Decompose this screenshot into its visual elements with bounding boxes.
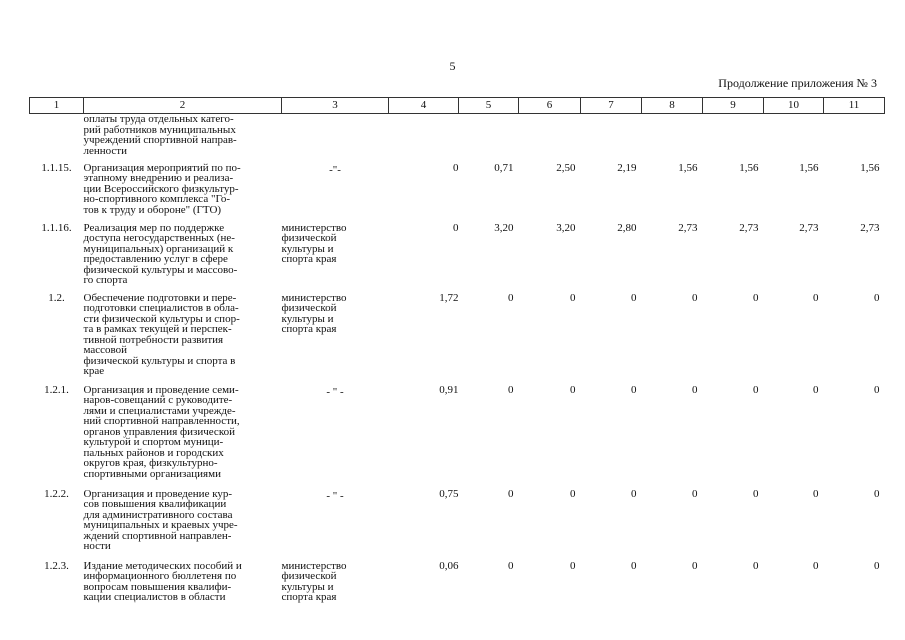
row-value: 0,91: [439, 383, 459, 396]
row-value: 0: [453, 221, 459, 234]
row-value: 1,56: [799, 161, 819, 174]
row-description: Организация и проведение семи- наров-совещаний с руководите- лями и специалистами учрежде- ний спортивной направленности, органов управления физической культурой и спортом муници- пальных районов и городских округов края, физкультурно- спортивными организациями: [83, 383, 240, 480]
row-value: 0: [874, 487, 880, 500]
row-value: 3,20: [494, 221, 514, 234]
row-value: 0: [631, 383, 637, 396]
row-value: 0: [753, 487, 759, 500]
row-value: [581, 114, 642, 163]
row-value: 0: [874, 291, 880, 304]
row-description: Реализация мер по поддержке доступа негосударственных (не- муниципальных) организаций к предоставлению услуг в сфере физической культуры и массово- го спорта: [83, 221, 238, 286]
row-value: 2,73: [799, 221, 819, 234]
row-value: 0: [692, 559, 698, 572]
row-responsible: - " -: [326, 489, 344, 502]
col-header: 3: [282, 98, 389, 114]
col-header: 5: [459, 98, 519, 114]
row-value: 0: [692, 383, 698, 396]
table-row: [30, 163, 885, 223]
appendix-label: Продолжение приложения № 3: [718, 76, 877, 90]
row-responsible: министерство физической культуры и спорта края: [281, 291, 347, 335]
col-header: 10: [764, 98, 824, 114]
row-value: 0: [813, 487, 819, 500]
row-value: [824, 114, 885, 163]
col-header: 1: [30, 98, 84, 114]
row-value: [642, 114, 703, 163]
row-number: 1.2.3.: [44, 559, 69, 572]
row-number: 1.1.16.: [41, 221, 72, 234]
row-value: 2,73: [860, 221, 880, 234]
row-number: 1.2.: [48, 291, 65, 304]
row-value: 0: [813, 383, 819, 396]
row-description: Издание методических пособий и информационного бюллетеня по вопросам повышения квалифи- кации специалистов в области: [83, 559, 242, 603]
row-value: 0: [570, 559, 576, 572]
col-header: 7: [581, 98, 642, 114]
col-header: 9: [703, 98, 764, 114]
row-value: 2,19: [617, 161, 637, 174]
row-value: 0: [692, 487, 698, 500]
row-responsible: министерство физической культуры и спорта края: [281, 221, 347, 265]
row-value: 0: [874, 383, 880, 396]
row-value: 0: [753, 291, 759, 304]
row-value: 0,06: [439, 559, 459, 572]
row-value: 1,56: [678, 161, 698, 174]
table-row: [30, 293, 885, 385]
row-value: [389, 114, 459, 163]
row-value: 0: [813, 291, 819, 304]
row-value: 0: [753, 383, 759, 396]
row-value: 0: [508, 383, 514, 396]
row-value: 0: [813, 559, 819, 572]
row-responsible: министерство физической культуры и спорта края: [281, 559, 347, 603]
row-value: 0: [631, 487, 637, 500]
col-header: 11: [824, 98, 885, 114]
row-value: 1,72: [439, 291, 459, 304]
row-value: 0: [508, 487, 514, 500]
row-responsible: [282, 114, 389, 163]
row-value: 2,50: [556, 161, 576, 174]
row-value: 0: [631, 291, 637, 304]
row-value: 1,56: [739, 161, 759, 174]
table-body: [30, 114, 885, 611]
row-number: [30, 114, 84, 163]
row-number: 1.2.2.: [44, 487, 69, 500]
row-value: 0: [631, 559, 637, 572]
col-header: 4: [389, 98, 459, 114]
col-header: 6: [519, 98, 581, 114]
row-description: Организация и проведение кур- сов повышения квалификации для административного состава муниципальных и краевых учре- ждений спортивной направлен- ности: [83, 487, 238, 552]
row-value: 0: [874, 559, 880, 572]
row-value: 2,73: [739, 221, 759, 234]
row-description: Организация мероприятий по по- этапному внедрению и реализа- ции Всероссийского физкультур- но-спортивного комплекса "Го- тов к труду и обороне" (ГТО): [83, 161, 241, 216]
row-value: [764, 114, 824, 163]
row-responsible: -"-: [329, 163, 341, 176]
row-value: 0: [692, 291, 698, 304]
row-value: 3,20: [556, 221, 576, 234]
row-description: оплаты труда отдельных катего- рий работников муниципальных учреждений спортивной направ- ленности: [83, 113, 237, 157]
table-row: [30, 114, 885, 163]
col-header: 8: [642, 98, 703, 114]
row-responsible: - " -: [326, 385, 344, 398]
row-value: 2,73: [678, 221, 698, 234]
col-header: 2: [84, 98, 282, 114]
row-value: 0: [508, 291, 514, 304]
row-value: 0: [570, 383, 576, 396]
row-value: [459, 114, 519, 163]
table-row: [30, 489, 885, 561]
row-description: Обеспечение подготовки и пере- подготовки специалистов в обла- сти физической культуры и спор- та в рамках текущей и перспек- тивной потребности развития массовой физической культуры и спорта в крае: [83, 291, 240, 377]
row-number: 1.2.1.: [44, 383, 69, 396]
row-value: 0: [570, 291, 576, 304]
row-value: 1,56: [860, 161, 880, 174]
program-table: [29, 97, 885, 611]
row-value: 0: [570, 487, 576, 500]
table-row: [30, 561, 885, 611]
header-row: [30, 98, 885, 114]
row-number: 1.1.15.: [41, 161, 72, 174]
row-value: 0: [453, 161, 459, 174]
row-value: 0: [753, 559, 759, 572]
row-value: [703, 114, 764, 163]
table-row: [30, 223, 885, 293]
table-row: [30, 385, 885, 489]
row-value: 0,75: [439, 487, 459, 500]
row-value: [519, 114, 581, 163]
row-value: 0: [508, 559, 514, 572]
row-value: 2,80: [617, 221, 637, 234]
row-value: 0,71: [494, 161, 514, 174]
page-number: 5: [449, 59, 456, 73]
